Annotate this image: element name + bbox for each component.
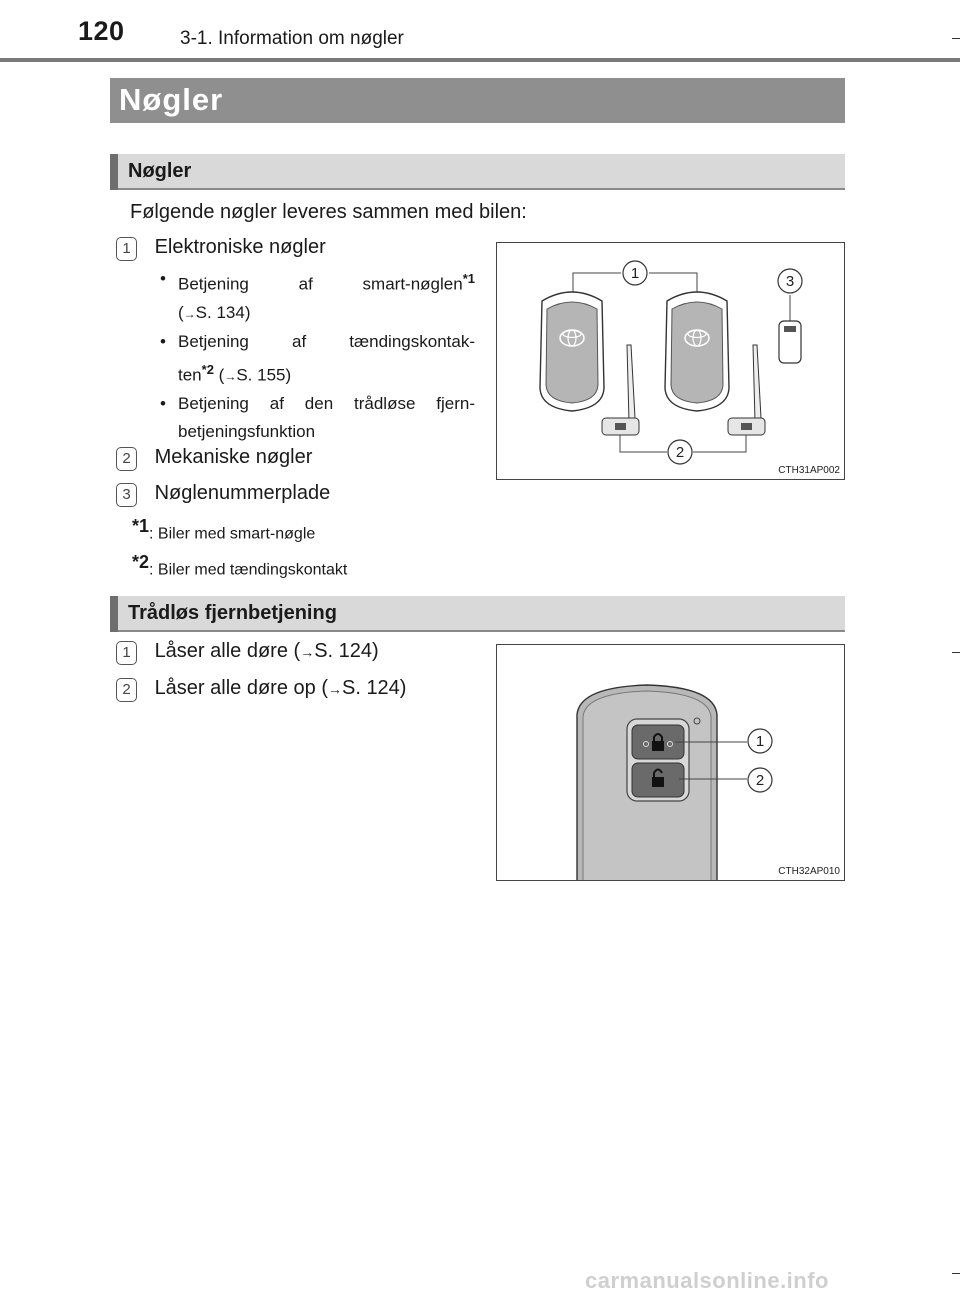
item-label: Låser alle døre ( (154, 640, 301, 662)
section-title: Nøgler (128, 160, 192, 182)
page-number: 120 (78, 16, 125, 46)
page-reference[interactable]: S. 155) (236, 365, 292, 385)
callout-2 (668, 440, 692, 464)
figure-remote (496, 644, 845, 881)
list-item (116, 640, 379, 665)
crop-mark (952, 1273, 960, 1274)
item-label: Mekaniske nøgler (154, 446, 313, 468)
item-label: Låser alle døre op ( (154, 677, 328, 699)
item-number-badge: 1 (116, 237, 137, 261)
svg-text:2: 2 (755, 772, 765, 789)
paren: ( (178, 302, 184, 322)
section-header-keys (110, 154, 845, 190)
callout-3 (778, 269, 802, 293)
bullet-item: • Betjening af smart-nøglen$^{*1}$ (160, 269, 475, 294)
mechanical-key (602, 345, 639, 435)
callout-1 (623, 261, 647, 285)
intro-text: Følgende nøgler leveres sammen med bilen: (130, 201, 527, 223)
bullet-continuation (160, 356, 475, 391)
arrow-right-icon: → (183, 306, 196, 321)
callout-1 (748, 729, 772, 753)
svg-text:1: 1 (630, 265, 640, 282)
arrow-right-icon: → (327, 681, 342, 697)
remote-illustration (497, 645, 844, 880)
section-accent (110, 596, 118, 632)
bullet-text: Betjening af tændingskontak- (178, 331, 475, 351)
crop-mark (952, 38, 960, 39)
key-number-plate (779, 295, 801, 363)
list-item (116, 677, 406, 702)
keys-illustration (497, 243, 844, 479)
list-item (116, 236, 326, 261)
page-reference[interactable]: S. 134) (195, 302, 251, 322)
figure-keys (496, 242, 845, 480)
main-title: Nøgler (119, 82, 224, 117)
mechanical-key (728, 345, 765, 435)
svg-text:1: 1 (755, 733, 765, 750)
arrow-right-icon: → (300, 644, 315, 660)
bullet-item: • Betjening af tændingskontak- (160, 328, 475, 356)
callout-2 (748, 768, 772, 792)
item-number-badge: 1 (116, 641, 137, 665)
footnote-text: : Biler med smart-nøgle (149, 525, 316, 543)
footnote (132, 516, 315, 543)
smart-key-fob (540, 292, 604, 411)
arrow-right-icon: → (224, 369, 237, 384)
item-number-badge: 2 (116, 678, 137, 702)
footnote-text: : Biler med tændingskontakt (149, 561, 348, 579)
section-title: Trådløs fjernbetjening (128, 602, 337, 624)
list-item (116, 482, 330, 507)
header-rule (0, 58, 960, 62)
crop-mark (952, 652, 960, 653)
bullet-text: ten (178, 365, 202, 385)
svg-text:2: 2 (675, 444, 685, 461)
list-item (116, 446, 312, 471)
bullet-text: Betjening af den trådløse fjern- (178, 394, 475, 414)
item-number-badge: 2 (116, 447, 137, 471)
page-reference[interactable]: S. 124) (341, 677, 407, 699)
item-label: Elektroniske nøgler (154, 236, 326, 258)
watermark: carmanualsonline.info (585, 1268, 829, 1293)
smart-key-fob (665, 292, 729, 411)
svg-text:3: 3 (785, 273, 795, 290)
bullet-text: Betjening af smart-nøglen (178, 274, 463, 294)
footnote-mark: *1 (462, 271, 475, 286)
footnote-mark: *2 (201, 361, 214, 377)
page-reference[interactable]: S. 124) (314, 640, 379, 662)
figure-code: CTH32AP010 (778, 866, 840, 877)
figure-code: CTH31AP002 (778, 465, 840, 476)
item-label: Nøglenummerplade (154, 482, 331, 504)
bullet-item: • Betjening af den trådløse fjern- (160, 390, 475, 418)
footnote-mark: *2 (132, 552, 150, 572)
unlock-button[interactable] (632, 763, 684, 797)
footnote-mark: *1 (132, 516, 150, 536)
footnote (132, 552, 347, 579)
item-number-badge: 3 (116, 483, 137, 507)
bullet-continuation (160, 299, 475, 328)
section-header-remote (110, 596, 845, 632)
bullet-list (160, 265, 475, 446)
running-header: 3-1. Information om nøgler (180, 28, 404, 49)
paren: ( (213, 365, 225, 385)
bullet-continuation: betjeningsfunktion (178, 422, 316, 442)
section-accent (110, 154, 118, 190)
